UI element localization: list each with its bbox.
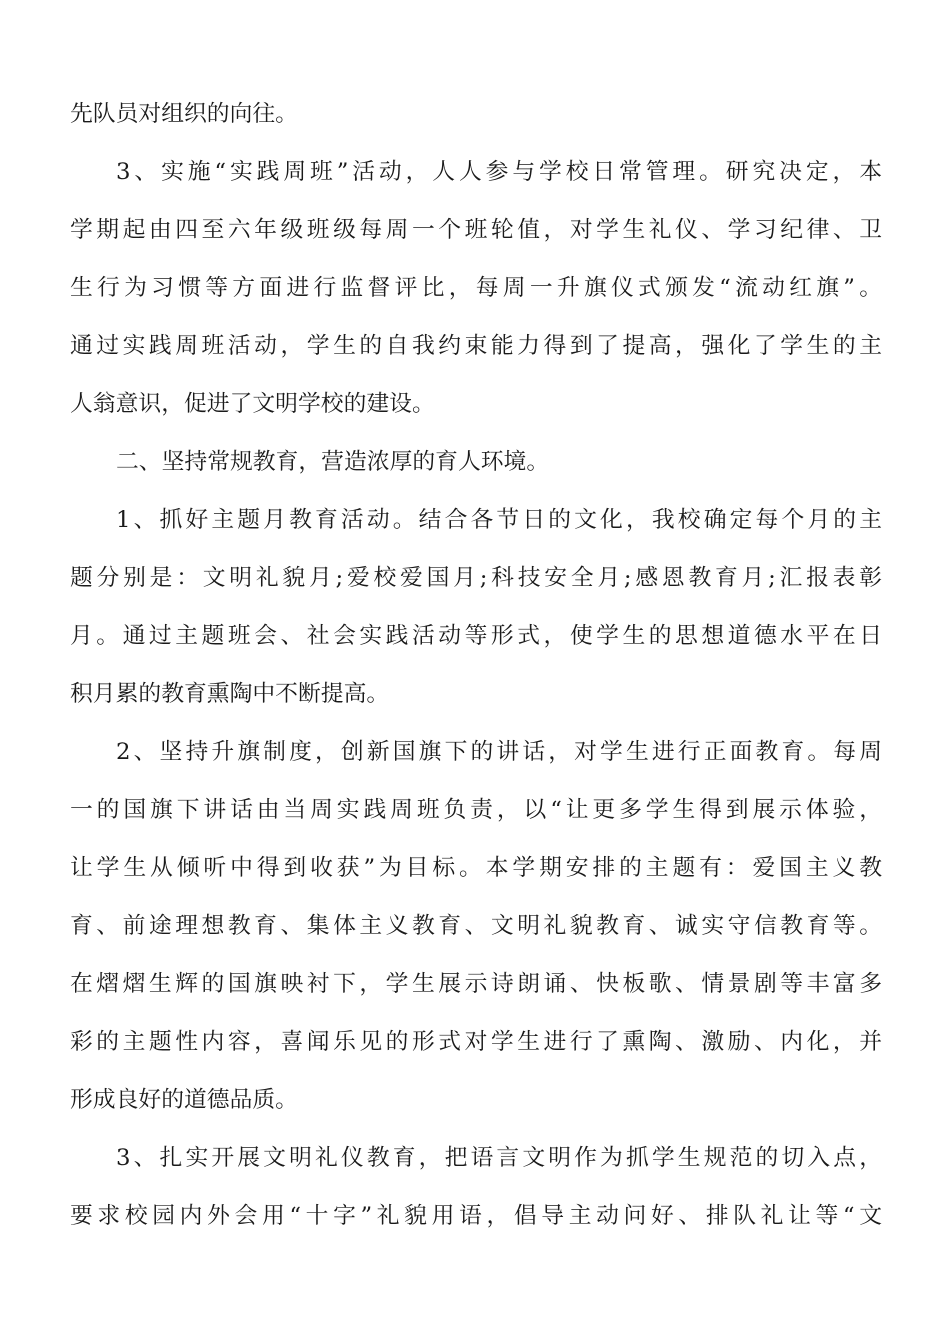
text-line: 人翁意识，促进了文明学校的建设。 — [70, 391, 435, 417]
text-line: 1、抓好主题月教育活动。结合各节日的文化，我校确定每个月的主 — [116, 507, 882, 533]
text-line: 3、实施“实践周班”活动，人人参与学校日常管理。研究决定，本 — [116, 159, 882, 185]
text-line: 一的国旗下讲话由当周实践周班负责，以“让更多学生得到展示体验， — [70, 797, 882, 823]
text-line: 2、坚持升旗制度，创新国旗下的讲话，对学生进行正面教育。每周 — [116, 739, 882, 765]
text-line: 彩的主题性内容，喜闻乐见的形式对学生进行了熏陶、激励、内化，并 — [70, 1029, 882, 1055]
text-line: 题分别是：文明礼貌月;爱校爱国月;科技安全月;感恩教育月;汇报表彰 — [70, 565, 882, 591]
text-line: 月。通过主题班会、社会实践活动等形式，使学生的思想道德水平在日 — [70, 623, 882, 649]
text-line: 要求校园内外会用“十字”礼貌用语，倡导主动问好、排队礼让等“文 — [70, 1203, 882, 1229]
section-heading: 二、坚持常规教育，营造浓厚的育人环境。 — [116, 449, 550, 475]
text-line: 形成良好的道德品质。 — [70, 1087, 298, 1113]
text-line: 生行为习惯等方面进行监督评比，每周一升旗仪式颁发“流动红旗”。 — [70, 275, 882, 301]
text-line: 在熠熠生辉的国旗映衬下，学生展示诗朗诵、快板歌、情景剧等丰富多 — [70, 971, 882, 997]
text-line: 育、前途理想教育、集体主义教育、文明礼貌教育、诚实守信教育等。 — [70, 913, 882, 939]
text-line: 学期起由四至六年级班级每周一个班轮值，对学生礼仪、学习纪律、卫 — [70, 217, 882, 243]
text-line: 让学生从倾听中得到收获”为目标。本学期安排的主题有：爱国主义教 — [70, 855, 882, 881]
text-line: 先队员对组织的向往。 — [70, 101, 298, 127]
text-line: 通过实践周班活动，学生的自我约束能力得到了提高，强化了学生的主 — [70, 333, 882, 359]
text-line: 积月累的教育熏陶中不断提高。 — [70, 681, 390, 707]
text-line: 3、扎实开展文明礼仪教育，把语言文明作为抓学生规范的切入点， — [116, 1145, 882, 1171]
